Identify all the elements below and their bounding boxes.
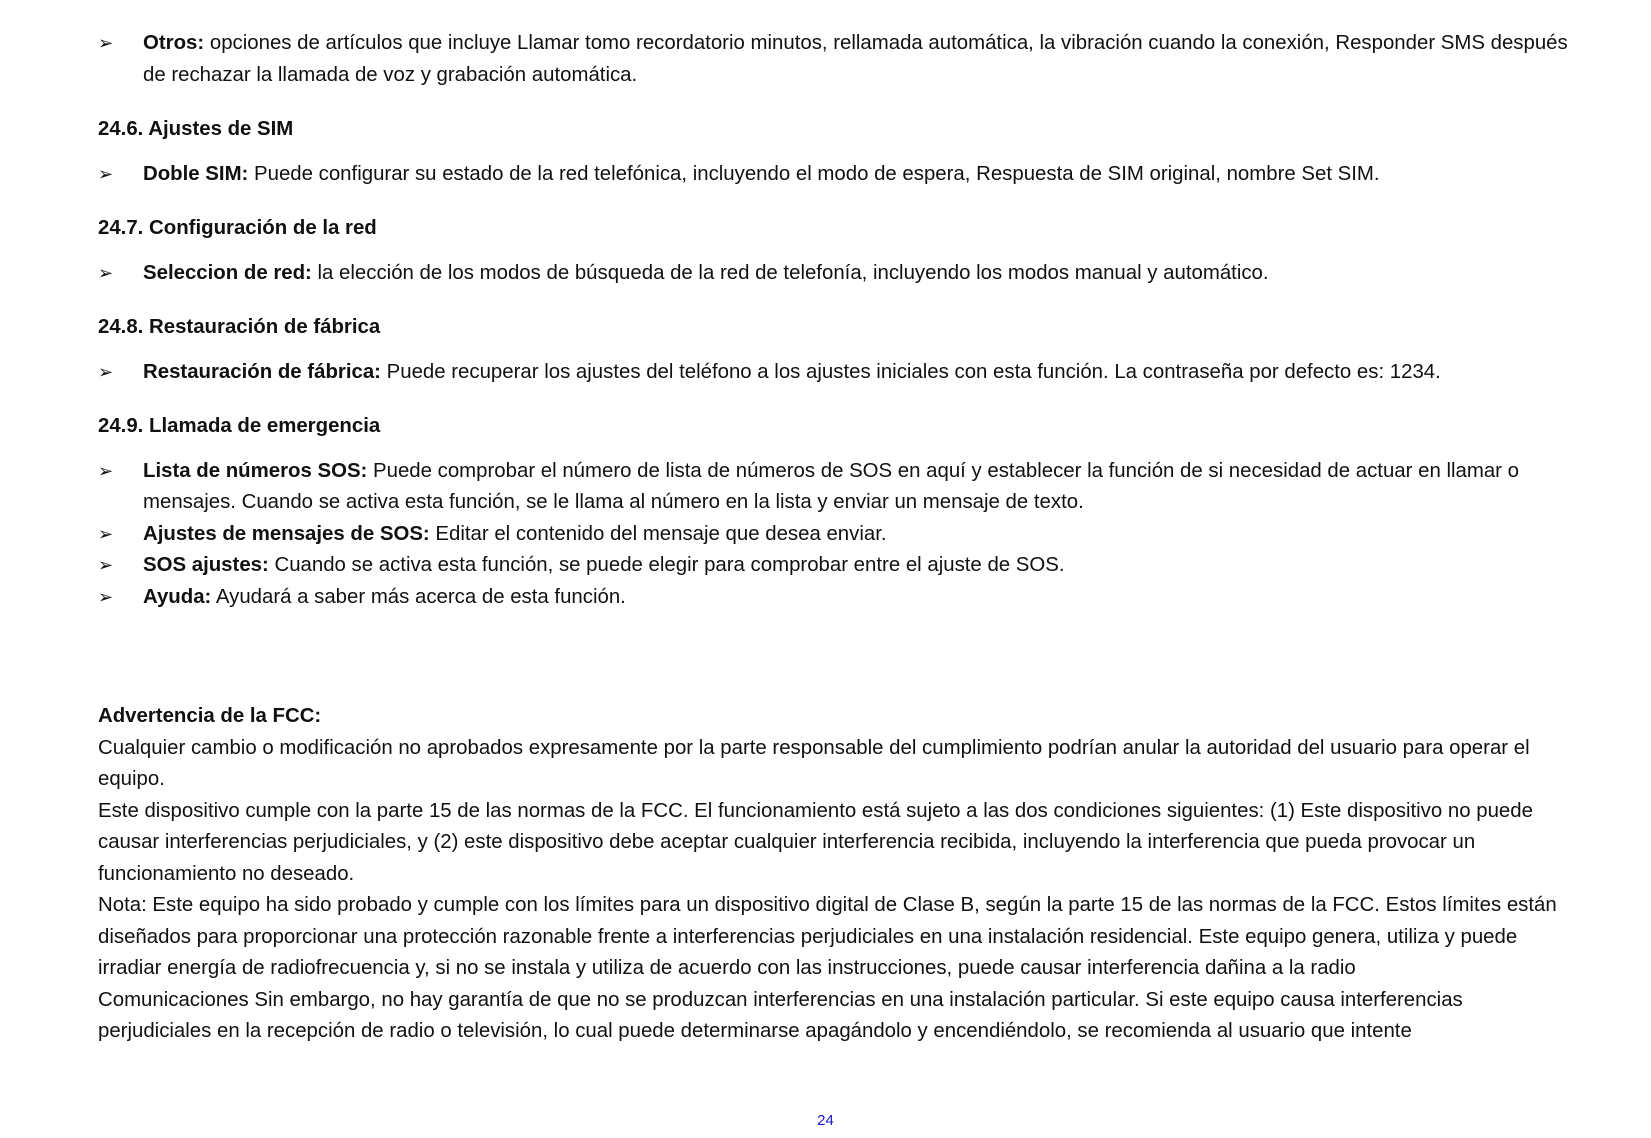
arrow-bullet-icon: ➢ <box>98 523 114 544</box>
page-number: 24 <box>817 1112 834 1129</box>
item-label: Restauración de fábrica: <box>143 360 381 383</box>
item-label: Ajustes de mensajes de SOS: <box>143 522 430 545</box>
page-content <box>98 28 1568 1048</box>
item-text: Ayudará a saber más acerca de esta función. <box>211 585 626 608</box>
item-text: la elección de los modos de búsqueda de la red de telefonía, incluyendo los modos manual y automático. <box>311 261 1269 284</box>
item-text: opciones de artículos que incluye Llamar tomo recordatorio minutos, rellamada automática, la vibración cuando la conexión, Responder SMS después de rechazar la llamada de voz y grabación automática. <box>143 32 1568 86</box>
item-label: Seleccion de red: <box>143 261 312 284</box>
fcc-paragraph: Comunicaciones Sin embargo, no hay garantía de que no se produzcan interferencias en una instalación particular. Si este equipo causa interferencias perjudiciales en la recepción de radio o televisión, lo cual puede determinarse apagándolo y encendiéndolo, se recomienda al usuario que intente <box>98 988 1463 1042</box>
item-label: Doble SIM: <box>143 162 249 185</box>
fcc-paragraph: Nota: Este equipo ha sido probado y cumple con los límites para un dispositivo digital de Clase B, según la parte 15 de las normas de la FCC. Estos límites están diseñados para proporcionar una protección razonable frente a interferencias perjudiciales en una instalación residencial. Este equipo genera, utiliza y puede irradiar energía de radiofrecuencia y, si no se instala y utiliza de acuerdo con las instrucciones, puede causar interferencia dañina a la radio <box>98 894 1557 979</box>
arrow-bullet-icon: ➢ <box>98 33 114 53</box>
list-item-ayuda <box>98 582 1568 614</box>
list-item-doble-sim <box>98 159 1568 191</box>
section-heading-sim: 24.6. Ajustes de SIM <box>98 118 294 140</box>
arrow-bullet-icon: ➢ <box>98 586 114 607</box>
list-item-lista-sos <box>98 456 1568 519</box>
arrow-bullet-icon: ➢ <box>98 555 114 575</box>
item-label: Otros: <box>143 32 205 54</box>
list-item-sos-ajustes <box>98 550 1568 582</box>
section-heading-restauracion: 24.8. Restauración de fábrica <box>98 316 381 338</box>
fcc-paragraph: Este dispositivo cumple con la parte 15 de las normas de la FCC. El funcionamiento está sujeto a las dos condiciones siguientes: (1) Este dispositivo no puede causar interferencias perjudiciales, y (2) este dispositivo debe aceptar cualquier interferencia recibida, incluyendo la interferencia que pueda provocar un funcionamiento no deseado. <box>98 799 1533 885</box>
arrow-bullet-icon: ➢ <box>98 361 114 382</box>
item-text: Puede configurar su estado de la red telefónica, incluyendo el modo de espera, Respuesta de SIM original, nombre Set SIM. <box>248 162 1380 185</box>
item-text: Puede recuperar los ajustes del teléfono a los ajustes iniciales con esta función. La contraseña por defecto es: 1234. <box>380 360 1441 383</box>
section-heading-red: 24.7. Configuración de la red <box>98 217 377 239</box>
arrow-bullet-icon: ➢ <box>98 163 114 184</box>
item-label: Lista de números SOS: <box>143 459 368 482</box>
item-text: Puede comprobar el número de lista de números de SOS en aquí y establecer la función de si necesidad de actuar en llamar o mensajes. Cuando se activa esta función, se le llama al número en la lista y enviar un mensaje de texto. <box>143 459 1519 513</box>
list-item-restauracion <box>98 357 1568 389</box>
fcc-paragraph: Cualquier cambio o modificación no aprobados expresamente por la parte responsable del cumplimiento podrían anular la autoridad del usuario para operar el equipo. <box>98 736 1530 790</box>
fcc-heading: Advertencia de la FCC: <box>98 705 322 727</box>
item-label: SOS ajustes: <box>143 554 269 576</box>
arrow-bullet-icon: ➢ <box>98 460 114 481</box>
section-heading-emergencia: 24.9. Llamada de emergencia <box>98 415 381 437</box>
item-label: Ayuda: <box>143 585 212 608</box>
list-item-otros <box>98 28 1568 91</box>
list-item-ajustes-mensajes-sos <box>98 519 1568 551</box>
item-text: Editar el contenido del mensaje que desea enviar. <box>429 522 887 545</box>
item-text: Cuando se activa esta función, se puede elegir para comprobar entre el ajuste de SOS. <box>268 554 1065 576</box>
list-item-seleccion-red <box>98 258 1568 290</box>
arrow-bullet-icon: ➢ <box>98 262 114 283</box>
